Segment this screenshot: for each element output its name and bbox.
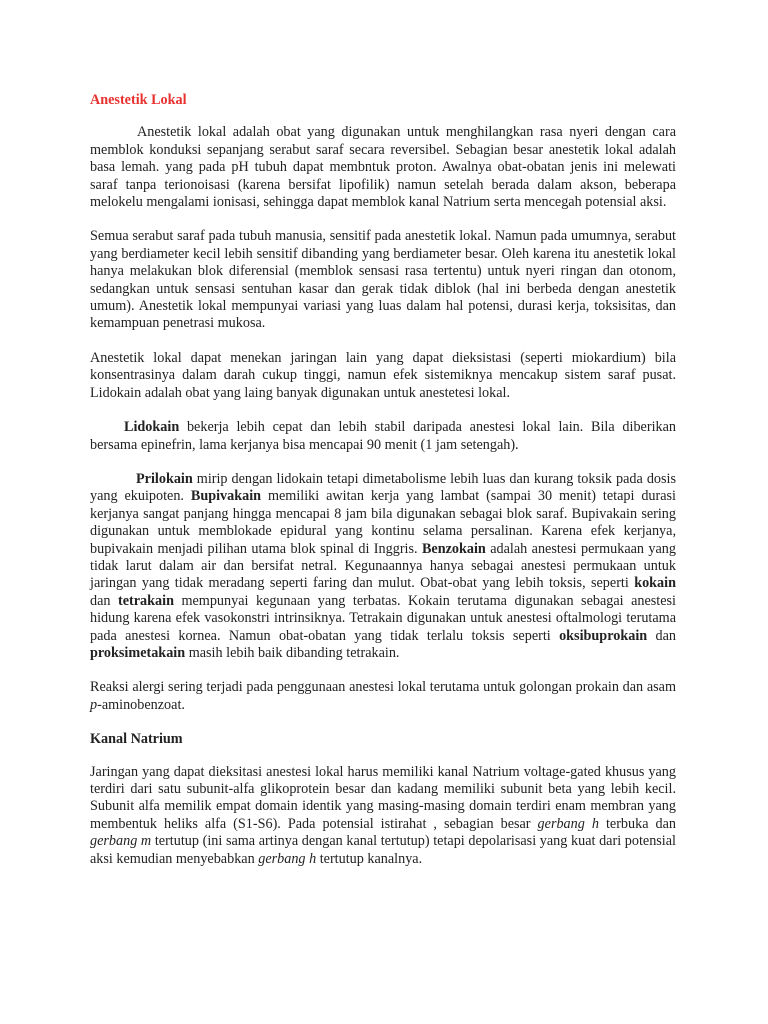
paragraph-other-agents	[90, 471, 676, 662]
text-kokain-tetrakain: mempunyai kegunaan yang terbatas. Kokain terutama digunakan sebagai anestesi hidung karena efek vasokonstri intrinsiknya. Tetrakain digunakan untuk anestesi oftalmologi terutama pada anestesi kornea. Namun obat-obatan yang tidak terlalu toksis seperti	[90, 592, 676, 644]
text-benzokain: adalah anestesi permukaan yang tidak larut dalam air dan bersifat netral. Kegunaannya hanya sebagai anestesi permukaan untuk jaringan yang tidak meradang seperti faring dan mulut. Obat-obat yang lebih toksis, seperti	[90, 540, 676, 592]
italic-gerbang-h-1: gerbang h	[537, 815, 599, 832]
paragraph-definition: Anestetik lokal adalah obat yang digunakan untuk menghilangkan rasa nyeri dengan cara memblok konduksi sepanjang serabut saraf secara reversibel. Sebagian besar anestetik lokal adalah basa lemah. yang pada pH tubuh dapat membntuk proton. Awalnya obat-obatan jenis ini melewati saraf tanpa terionoisasi (karena bersifat lipofilik) namun setelah berada dalam akson, beberapa melokelu mengalami ionisasi, sehingga dapat memblok kanal Natrium serta mencegah potensial aksi.	[90, 124, 676, 211]
term-proksimetakain: proksimetakain	[90, 644, 186, 661]
term-prilokain: Prilokain	[136, 470, 193, 487]
text-closing: masih lebih baik dibanding tetrakain.	[185, 644, 400, 661]
italic-gerbang-m: gerbang m	[90, 833, 152, 850]
italic-p: p	[90, 696, 98, 713]
text-channel-1: Jaringan yang dapat dieksitasi anestesi lokal harus memiliki kanal Natrium voltage-gated khusus yang terdiri dari satu subunit-alfa glikoprotein besar dan kadang memiliki subunit beta yang lebih kecil. Subunit alfa memilik empat domain identik yang masing-masing domain terdiri enam membran yang membentuk heliks alfa (S1-S6). Pada potensial istirahat , sebagian besar	[90, 763, 676, 832]
text-conjunction-1: dan	[90, 592, 118, 609]
text-channel-2: terbuka dan	[598, 815, 677, 832]
term-lidokain: Lidokain	[124, 419, 180, 436]
text-channel-3: tertutup (ini sama artinya dengan kanal tertutup) tetapi depolarisasi yang kuat dari potensial aksi kemudian menyebabkan	[90, 833, 676, 867]
paragraph-lidokain	[90, 419, 676, 454]
text-conjunction-2: dan	[647, 627, 676, 644]
section-heading-kanal-natrium: Kanal Natrium	[90, 731, 183, 748]
term-benzokain: Benzokain	[421, 540, 486, 557]
term-kokain: kokain	[634, 575, 676, 592]
document-title: Anestetik Lokal	[90, 92, 187, 108]
term-tetrakain: tetrakain	[118, 592, 174, 609]
paragraph-sensitivity: Semua serabut saraf pada tubuh manusia, sensitif pada anestetik lokal. Namun pada umumnya, serabut yang berdiameter kecil lebih sensitif dibanding yang berdiameter besar. Oleh karena itu anestetik lokal hanya melakukan blok diferensial (memblok sensasi rasa tertentu) untuk nyeri ringan dan otonom, sedangkan untuk sensasi sentuhan kasar dan gerak tidak diblok (hal ini berbeda dengan anestetik umum). Anestetik lokal mempunyai variasi yang luas dalam hal potensi, durasi kerja, toksisitas, dan kemampuan penetrasi mukosa.	[90, 228, 676, 332]
text-allergy: Reaksi alergi sering terjadi pada penggunaan anestesi lokal terutama untuk golongan prokain dan asam	[90, 679, 676, 696]
term-oksibuprokain: oksibuprokain	[559, 627, 648, 644]
text-prilokain: mirip dengan lidokain tetapi dimetabolisme lebih luas dan kurang toksik pada dosis yang ekuipoten.	[90, 470, 676, 505]
document-page	[90, 92, 676, 885]
text-channel-4: tertutup kanalnya.	[316, 850, 423, 867]
text-aminobenzoat: -aminobenzoat.	[97, 696, 185, 713]
paragraph-systemic-effects: Anestetik lokal dapat menekan jaringan lain yang dapat dieksistasi (seperti miokardium) bila konsentrasinya dalam darah cukup tinggi, namun efek sistemiknya mencakup sistem saraf pusat. Lidokain adalah obat yang laing banyak digunakan untuk anestetesi lokal.	[90, 349, 676, 401]
italic-gerbang-h-2: gerbang h	[258, 850, 317, 867]
text-bupivakain: memiliki awitan kerja yang lambat (sampai 30 menit) tetapi durasi kerjanya sangat panjang hingga mencapai 8 jam bila digunakan sebagai blok saraf. Bupivakain sering digunakan untuk memblokade epidural yang kontinu selama persalinan. Karena efek kerjanya, bupivakain menjadi pilihan utama blok spinal di Inggris.	[90, 488, 676, 557]
paragraph-allergy	[90, 679, 676, 714]
term-bupivakain: Bupivakain	[190, 488, 262, 505]
paragraph-sodium-channel	[90, 764, 676, 868]
text-lidokain: bekerja lebih cepat dan lebih stabil daripada anestesi lokal lain. Bila diberikan bersama epinefrin, lama kerjanya bisa mencapai 90 menit (1 jam setengah).	[90, 419, 676, 453]
